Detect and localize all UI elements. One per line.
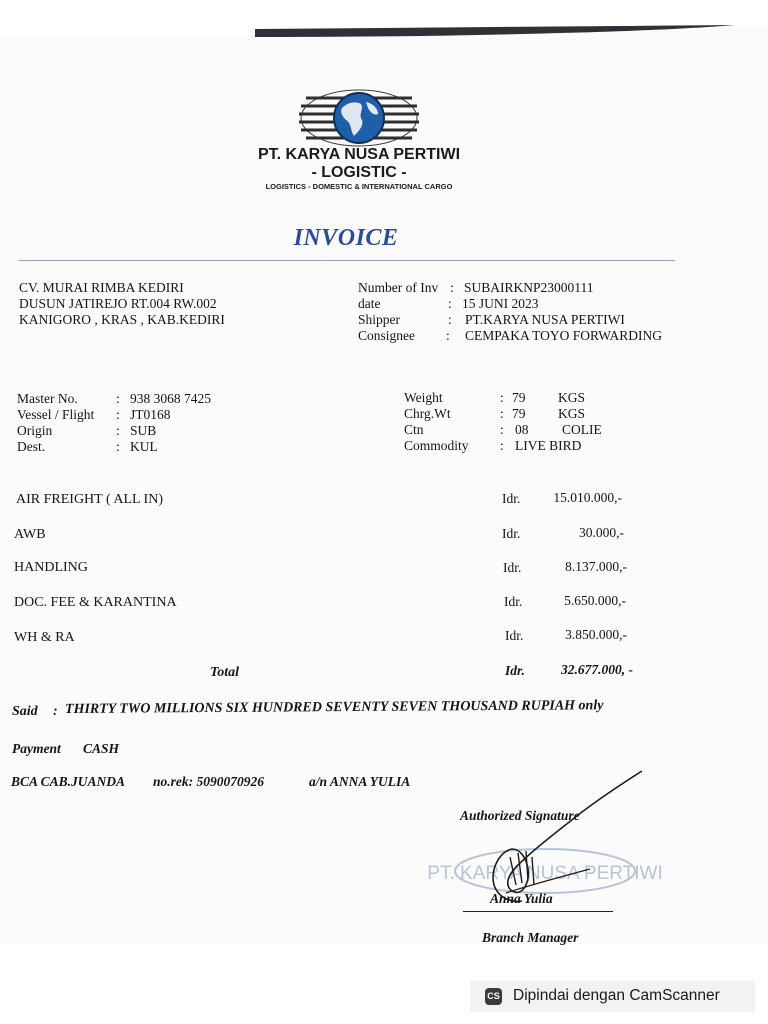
weight-label: Weight: [404, 390, 443, 405]
inv-number-sep: :: [450, 280, 454, 295]
chrg-wt-value: 79: [512, 406, 526, 421]
ctn-value: 08: [515, 422, 529, 437]
charge-desc: DOC. FEE & KARANTINA: [14, 595, 177, 610]
ctn-sep: :: [500, 422, 504, 437]
vessel-flight-value: JT0168: [130, 407, 171, 422]
vessel-flight-label: Vessel / Flight: [17, 407, 95, 422]
charge-currency: Idr.: [502, 526, 521, 541]
company-name: PT. KARYA NUSA PERTIWI: [257, 146, 461, 163]
inv-date-label: date: [358, 296, 381, 311]
charge-currency: Idr.: [502, 491, 521, 506]
total-currency: Idr.: [505, 663, 525, 678]
origin-label: Origin: [17, 423, 53, 438]
commodity-label: Commodity: [404, 438, 469, 453]
dest-sep: :: [116, 439, 120, 454]
ctn-label: Ctn: [404, 422, 424, 437]
camscanner-icon: CS: [485, 988, 502, 1005]
master-no-value: 938 3068 7425: [130, 391, 211, 406]
camscanner-text: Dipindai dengan CamScanner: [513, 987, 720, 1004]
bank-account: no.rek: 5090070926: [153, 774, 264, 789]
charge-amount: 8.137.000,-: [565, 559, 627, 574]
authorized-signature-label: Authorized Signature: [460, 808, 580, 823]
shipper-label: Shipper: [358, 312, 400, 327]
invoice-title: INVOICE: [293, 225, 399, 251]
charge-desc: WH & RA: [14, 630, 75, 645]
signatory-name: Anna Yulia: [490, 891, 553, 906]
charge-desc: HANDLING: [14, 560, 88, 575]
origin-sep: :: [116, 423, 120, 438]
camscanner-watermark: [470, 981, 755, 1012]
charge-desc: AIR FREIGHT ( ALL IN): [16, 492, 163, 507]
bill-to-line-2: DUSUN JATIREJO RT.004 RW.002: [19, 296, 217, 311]
charge-amount: 5.650.000,-: [564, 593, 626, 608]
payment-value: CASH: [83, 741, 120, 756]
signature-line: [463, 911, 613, 912]
charge-desc: AWB: [14, 527, 46, 542]
charge-currency: Idr.: [503, 560, 522, 575]
said-label: Said: [12, 704, 38, 719]
charge-amount: 3.850.000,-: [565, 627, 627, 642]
charge-currency: Idr.: [504, 594, 523, 609]
bill-to-line-1: CV. MURAI RIMBA KEDIRI: [19, 280, 184, 295]
company-division: - LOGISTIC -: [311, 164, 407, 181]
chrg-wt-label: Chrg.Wt: [404, 406, 451, 421]
inv-number-label: Number of Inv: [358, 280, 439, 295]
charge-amount: 30.000,-: [579, 525, 624, 540]
dest-label: Dest.: [17, 439, 46, 454]
shipper-sep: :: [448, 312, 452, 327]
charge-currency: Idr.: [505, 628, 524, 643]
weight-unit: KGS: [558, 390, 586, 405]
weight-value: 79: [512, 390, 526, 405]
stamp-text: PT. KARYA NUSA PERTIWI: [427, 863, 663, 884]
inv-date-value: 15 JUNI 2023: [462, 296, 539, 311]
ctn-unit: COLIE: [562, 422, 602, 437]
company-tagline: LOGISTICS - DOMESTIC & INTERNATIONAL CARGO: [265, 182, 453, 191]
weight-sep: :: [500, 390, 504, 405]
dest-value: KUL: [130, 439, 158, 454]
scan-edge-decoration: [0, 0, 768, 45]
consignee-label: Consignee: [358, 328, 415, 343]
commodity-value: LIVE BIRD: [515, 438, 582, 453]
shipper-value: PT.KARYA NUSA PERTIWI: [465, 312, 625, 327]
total-amount: 32.677.000, -: [561, 662, 633, 677]
consignee-value: CEMPAKA TOYO FORWARDING: [465, 328, 663, 343]
master-no-sep: :: [116, 391, 120, 406]
said-amount-words: THIRTY TWO MILLIONS SIX HUNDRED SEVENTY SEVEN THOUSAND RUPIAH only: [64, 698, 604, 717]
inv-date-sep: :: [448, 296, 452, 311]
consignee-sep: :: [446, 328, 450, 343]
said-sep: :: [53, 704, 58, 719]
charge-amount: 15.010.000,-: [553, 490, 622, 505]
signatory-position: Branch Manager: [482, 930, 579, 945]
title-divider: [18, 260, 675, 261]
chrg-wt-sep: :: [500, 406, 504, 421]
commodity-sep: :: [500, 438, 504, 453]
total-label: Total: [210, 665, 240, 680]
globe-logo-icon: [298, 88, 420, 148]
bank-holder: a/n ANNA YULIA: [309, 774, 411, 789]
bank-branch: BCA CAB.JUANDA: [11, 774, 126, 789]
inv-number-value: SUBAIRKNP23000111: [464, 280, 594, 295]
bill-to-line-3: KANIGORO , KRAS , KAB.KEDIRI: [19, 312, 225, 327]
vessel-flight-sep: :: [116, 407, 120, 422]
origin-value: SUB: [130, 423, 157, 438]
payment-label: Payment: [12, 741, 61, 756]
chrg-wt-unit: KGS: [558, 406, 586, 421]
master-no-label: Master No.: [17, 391, 78, 406]
